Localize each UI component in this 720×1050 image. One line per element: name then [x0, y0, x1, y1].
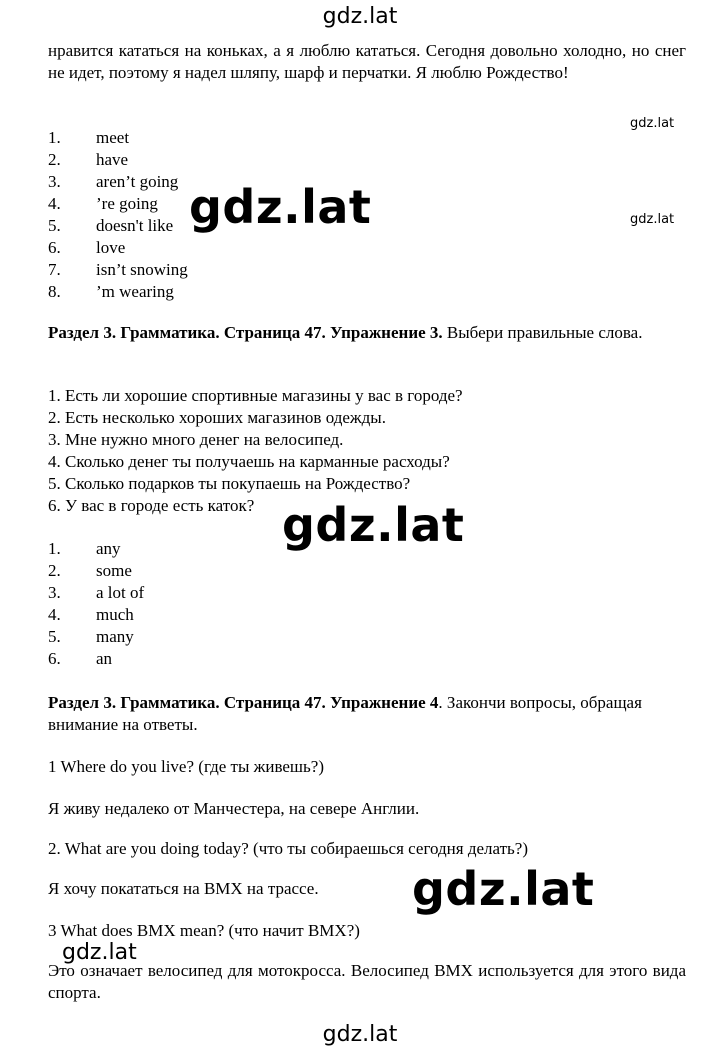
list-item	[48, 648, 348, 670]
item-text: a lot of	[96, 583, 145, 602]
answers-list-2	[48, 538, 348, 670]
question-1: 1 Where do you live? (где ты живешь?)	[48, 757, 324, 776]
item-text: have	[96, 150, 129, 169]
item-text: ’re going	[96, 194, 158, 213]
section-heading-ex3	[48, 322, 686, 344]
heading-instruction: Выбери правильные слова.	[442, 323, 643, 342]
section-heading-ex4	[48, 692, 686, 736]
item-number: 1.	[48, 128, 61, 147]
item-text: any	[96, 539, 121, 558]
item-number: 3.	[48, 583, 61, 602]
item-number: 6.	[48, 238, 61, 257]
watermark-medium: gdz.lat	[62, 940, 137, 965]
list-item	[48, 560, 348, 582]
item-number: 4.	[48, 605, 61, 624]
item-text: many	[96, 627, 134, 646]
item-text: much	[96, 605, 134, 624]
watermark-small: gdz.lat	[630, 116, 675, 131]
question-3: 3 What does BMX mean? (что начит BMX?)	[48, 921, 360, 940]
item-number: 2.	[48, 561, 61, 580]
watermark-bottom: gdz.lat	[322, 1022, 398, 1047]
list-item	[48, 259, 348, 281]
list-item: 2. Есть несколько хороших магазинов одежды.	[48, 408, 386, 427]
item-text: ’m wearing	[96, 282, 174, 301]
item-number: 5.	[48, 216, 61, 235]
list-item	[48, 281, 348, 303]
item-number: 5.	[48, 627, 61, 646]
answer-3: Это означает велосипед для мотокросса. Велосипед BMX используется для этого вида спорта.	[48, 961, 686, 1002]
list-item	[48, 626, 348, 648]
item-text: doesn't like	[96, 216, 174, 235]
item-number: 7.	[48, 260, 61, 279]
list-item: 1. Есть ли хорошие спортивные магазины у вас в городе?	[48, 386, 463, 405]
heading-bold: Раздел 3. Грамматика. Страница 47. Упражнение 3.	[48, 323, 443, 342]
item-number: 3.	[48, 172, 61, 191]
heading-instruction: . Закончи вопросы, обращая внимание на ответы.	[48, 693, 642, 734]
list-item: 3. Мне нужно много денег на велосипед.	[48, 430, 344, 449]
watermark-large: gdz.lat	[282, 498, 465, 552]
watermark-large: gdz.lat	[412, 862, 595, 916]
watermark-small: gdz.lat	[630, 212, 675, 227]
item-text: an	[96, 649, 113, 668]
item-text: love	[96, 238, 126, 257]
watermark-top: gdz.lat	[322, 4, 398, 29]
list-item	[48, 127, 348, 149]
list-item: 4. Сколько денег ты получаешь на карманные расходы?	[48, 452, 450, 471]
watermark-large: gdz.lat	[189, 180, 372, 234]
item-number: 8.	[48, 282, 61, 301]
list-item	[48, 237, 348, 259]
answer-2: Я хочу покататься на BMX на трассе.	[48, 879, 319, 898]
item-text: aren’t going	[96, 172, 179, 191]
intro-paragraph: нравится кататься на коньках, а я люблю кататься. Сегодня довольно холодно, но снег не идет, поэтому я надел шляпу, шарф и перчатки. Я люблю Рождество!	[48, 41, 686, 82]
list-item	[48, 582, 348, 604]
item-text: some	[96, 561, 132, 580]
item-number: 4.	[48, 194, 61, 213]
item-text: meet	[96, 128, 130, 147]
question-2: 2. What are you doing today? (что ты собираешься сегодня делать?)	[48, 839, 529, 858]
item-number: 6.	[48, 649, 61, 668]
list-item	[48, 149, 348, 171]
list-item: 5. Сколько подарков ты покупаешь на Рождество?	[48, 474, 411, 493]
item-text: isn’t snowing	[96, 260, 188, 279]
heading-bold: Раздел 3. Грамматика. Страница 47. Упражнение 4	[48, 693, 439, 712]
list-item	[48, 604, 348, 626]
item-number: 2.	[48, 150, 61, 169]
item-number: 1.	[48, 539, 61, 558]
list-item: 6. У вас в городе есть каток?	[48, 496, 255, 515]
answer-1: Я живу недалеко от Манчестера, на севере Англии.	[48, 799, 420, 818]
